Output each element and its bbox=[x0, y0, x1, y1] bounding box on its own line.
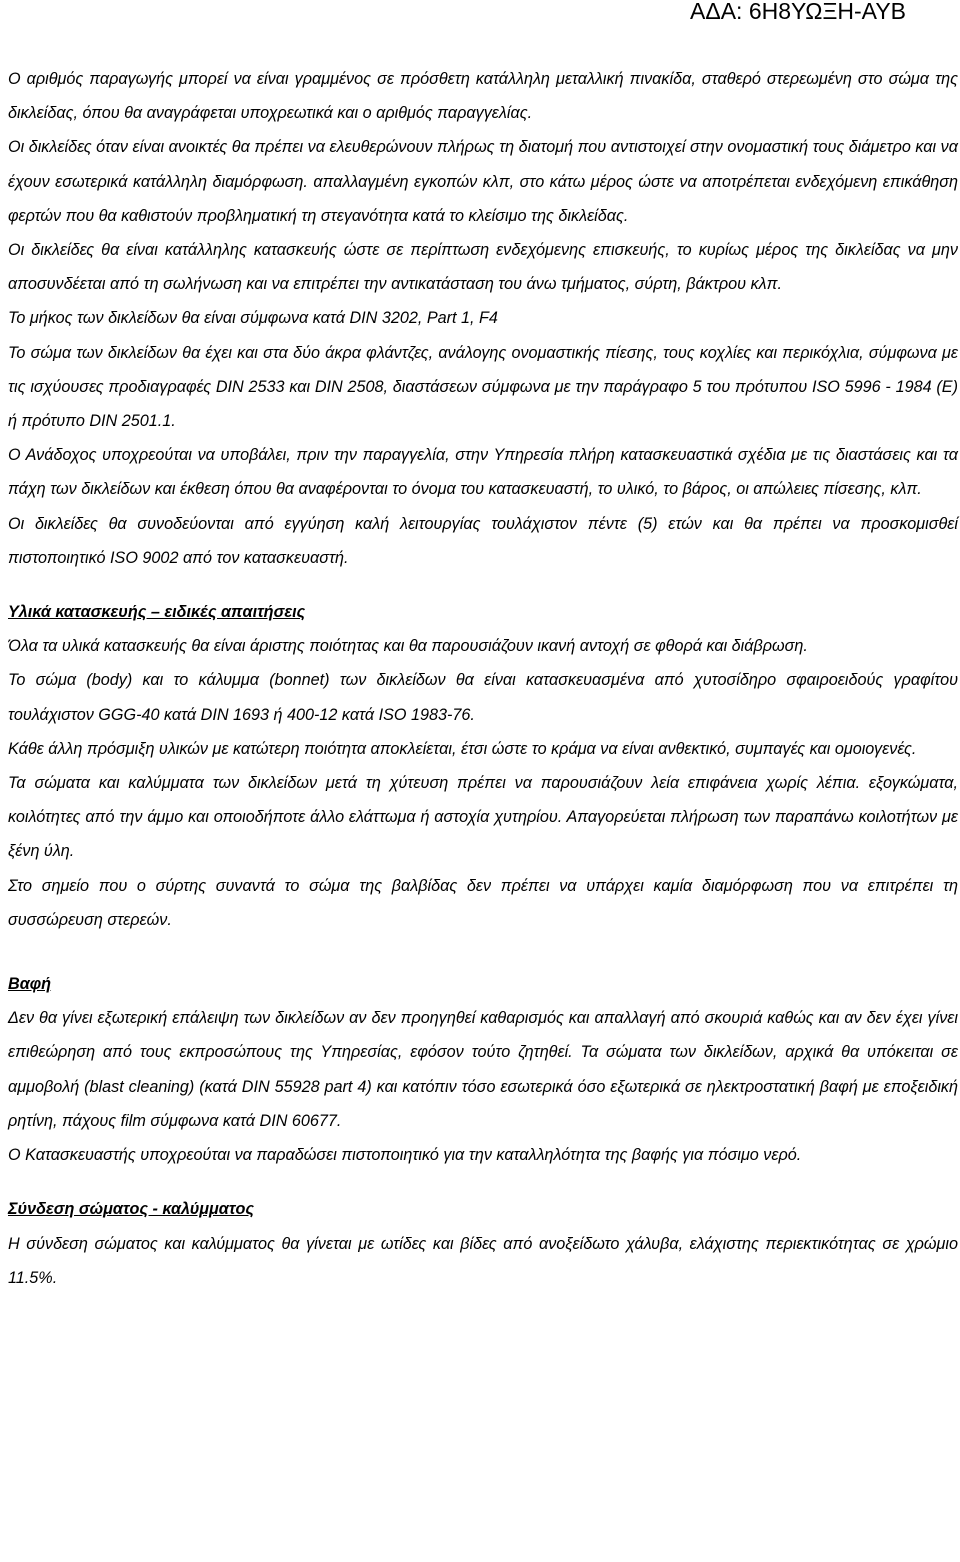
section-heading-painting: Βαφή bbox=[8, 975, 52, 994]
paragraph: Κάθε άλλη πρόσμιξη υλικών με κατώτερη ποιότητα αποκλείεται, έτσι ώστε το κράμα να είναι ανθεκτικό, συμπαγές και ομοιογενές. bbox=[8, 739, 917, 758]
paragraph: Οι δικλείδες θα συνοδεύονται από εγγύηση καλή λειτουργίας τουλάχιστον πέντε (5) ετών και θα πρέπει να προσκομισθεί πιστοποιητικό ISO 9002 από τον κατασκευαστή. bbox=[8, 514, 958, 567]
paragraph: Ο Ανάδοχος υποχρεούται να υποβάλει, πριν την παραγγελία, στην Υπηρεσία πλήρη κατασκευαστικά σχέδια με τις διαστάσεις και τα πάχη των δικλείδων και έκθεση όπου θα αναφέρονται το όνομα του κατασκευαστή, το υλικό, το βάρος, οι απώλειες πίσεσης, κλπ. bbox=[8, 446, 958, 499]
paragraph: Το σώμα (body) και το κάλυμμα (bonnet) των δικλείδων θα είναι κατασκευασμένα από χυτοσίδηρο σφαιροειδούς γραφίτου τουλάχιστον GGG-40 κατά DIN 1693 ή 400-12 κατά ISO 1983-76. bbox=[8, 671, 958, 724]
paragraph: Δεν θα γίνει εξωτερική επάλειψη των δικλείδων αν δεν προηγηθεί καθαρισμός και απαλλαγή από σκουριά καθώς και αν δεν έχει γίνει επιθεώρηση από τους εκπροσώπους της Υπηρεσίας, εφόσον τούτο ζητηθεί. Τα σώματα των δικλείδων, αρχικά θα υπόκειται σε αμμοβολή (blast cleaning) (κατά DIN 55928 part 4) και κατόπιν τόσο εσωτερικά όσο εξωτερικά σε ηλεκτροστατική βαφή με εποξειδική ρητίνη, πάχους film σύμφωνα κατά DIN 60677. bbox=[8, 1009, 958, 1130]
paragraph: Ο Κατασκευαστής υποχρεούται να παραδώσει πιστοποιητικό για την καταλληλότητα της βαφής για πόσιμο νερό. bbox=[8, 1146, 802, 1165]
paragraph: Τα σώματα και καλύμματα των δικλείδων μετά τη χύτευση πρέπει να παρουσιάζουν λεία επιφάνεια χωρίς λέπια. εξογκώματα, κοιλότητες από την άμμο και οποιοδήποτε άλλο ελάττωμα ή αστοχία χυτηρίου. Απαγορεύεται πλήρωση των παραπάνω κοιλοτήτων με ξένη ύλη. bbox=[8, 774, 958, 861]
paragraph: Η σύνδεση σώματος και καλύμματος θα γίνεται με ωτίδες και βίδες από ανοξείδωτο χάλυβα, ελάχιστης περιεκτικότητας σε χρώμιο 11.5%. bbox=[8, 1234, 958, 1287]
section-heading-connection: Σύνδεση σώματος - καλύμματος bbox=[8, 1200, 254, 1219]
spacer bbox=[8, 575, 958, 595]
ada-code: ΑΔΑ: 6Η8ΥΩΞΗ-ΑΥΒ bbox=[690, 0, 906, 24]
paragraph: Το σώμα των δικλείδων θα έχει και στα δύο άκρα φλάντζες, ανάλογης ονομαστικής πίεσης, τους κοχλίες και περικόχλια, σύμφωνα με τις ισχύουσες προδιαγραφές DIN 2533 και DIN 2508, διαστάσεων σύμφωνα με την παράγραφο 5 του πρότυπου ISO 5996 - 1984 (E) ή πρότυπο DIN 2501.1. bbox=[8, 343, 958, 431]
document-body bbox=[8, 62, 958, 1295]
spacer bbox=[8, 1172, 958, 1192]
paragraph: Το μήκος των δικλείδων θα είναι σύμφωνα κατά DIN 3202, Part 1, F4 bbox=[8, 309, 498, 328]
paragraph: Στο σημείο που ο σύρτης συναντά το σώμα της βαλβίδας δεν πρέπει να υπάρχει καμία διαμόρφωση που να επιτρέπει τη συσσώρευση στερεών. bbox=[8, 876, 958, 929]
paragraph: Οι δικλείδες όταν είναι ανοικτές θα πρέπει να ελευθερώνουν πλήρως τη διατομή που αντιστοιχεί στην ονομαστική τους διάμετρο και να έχουν εσωτερικά κατάλληλη διαμόρφωση. απαλλαγμένη εγκοπών κλπ, στο κάτω μέρος ώστε να αποτρέπεται ενδεχόμενη επικάθηση φερτών που θα καθιστούν προβληματική τη στεγανότητα κατά το κλείσιμο της δικλείδας. bbox=[8, 138, 958, 225]
section-heading-materials: Υλικά κατασκευής – ειδικές απαιτήσεις bbox=[8, 603, 306, 622]
paragraph: Όλα τα υλικά κατασκευής θα είναι άριστης ποιότητας και θα παρουσιάζουν ικανή αντοχή σε φθορά και διάβρωση. bbox=[8, 637, 808, 656]
paragraph: Ο αριθμός παραγωγής μπορεί να είναι γραμμένος σε πρόσθετη κατάλληλη μεταλλική πινακίδα, σταθερό στερεωμένη στο σώμα της δικλείδας, όπου θα αναγράφεται υποχρεωτικά και ο αριθμός παραγγελίας. bbox=[8, 70, 958, 123]
paragraph: Οι δικλείδες θα είναι κατάλληλης κατασκευής ώστε σε περίπτωση ενδεχόμενης επισκευής, το κυρίως μέρος της δικλείδας να μην αποσυνδέεται από τη σωλήνωση και να επιτρέπει την αντικατάσταση του άνω τμήματος, σύρτη, βάκτρου κλπ. bbox=[8, 241, 958, 294]
spacer bbox=[8, 937, 958, 967]
